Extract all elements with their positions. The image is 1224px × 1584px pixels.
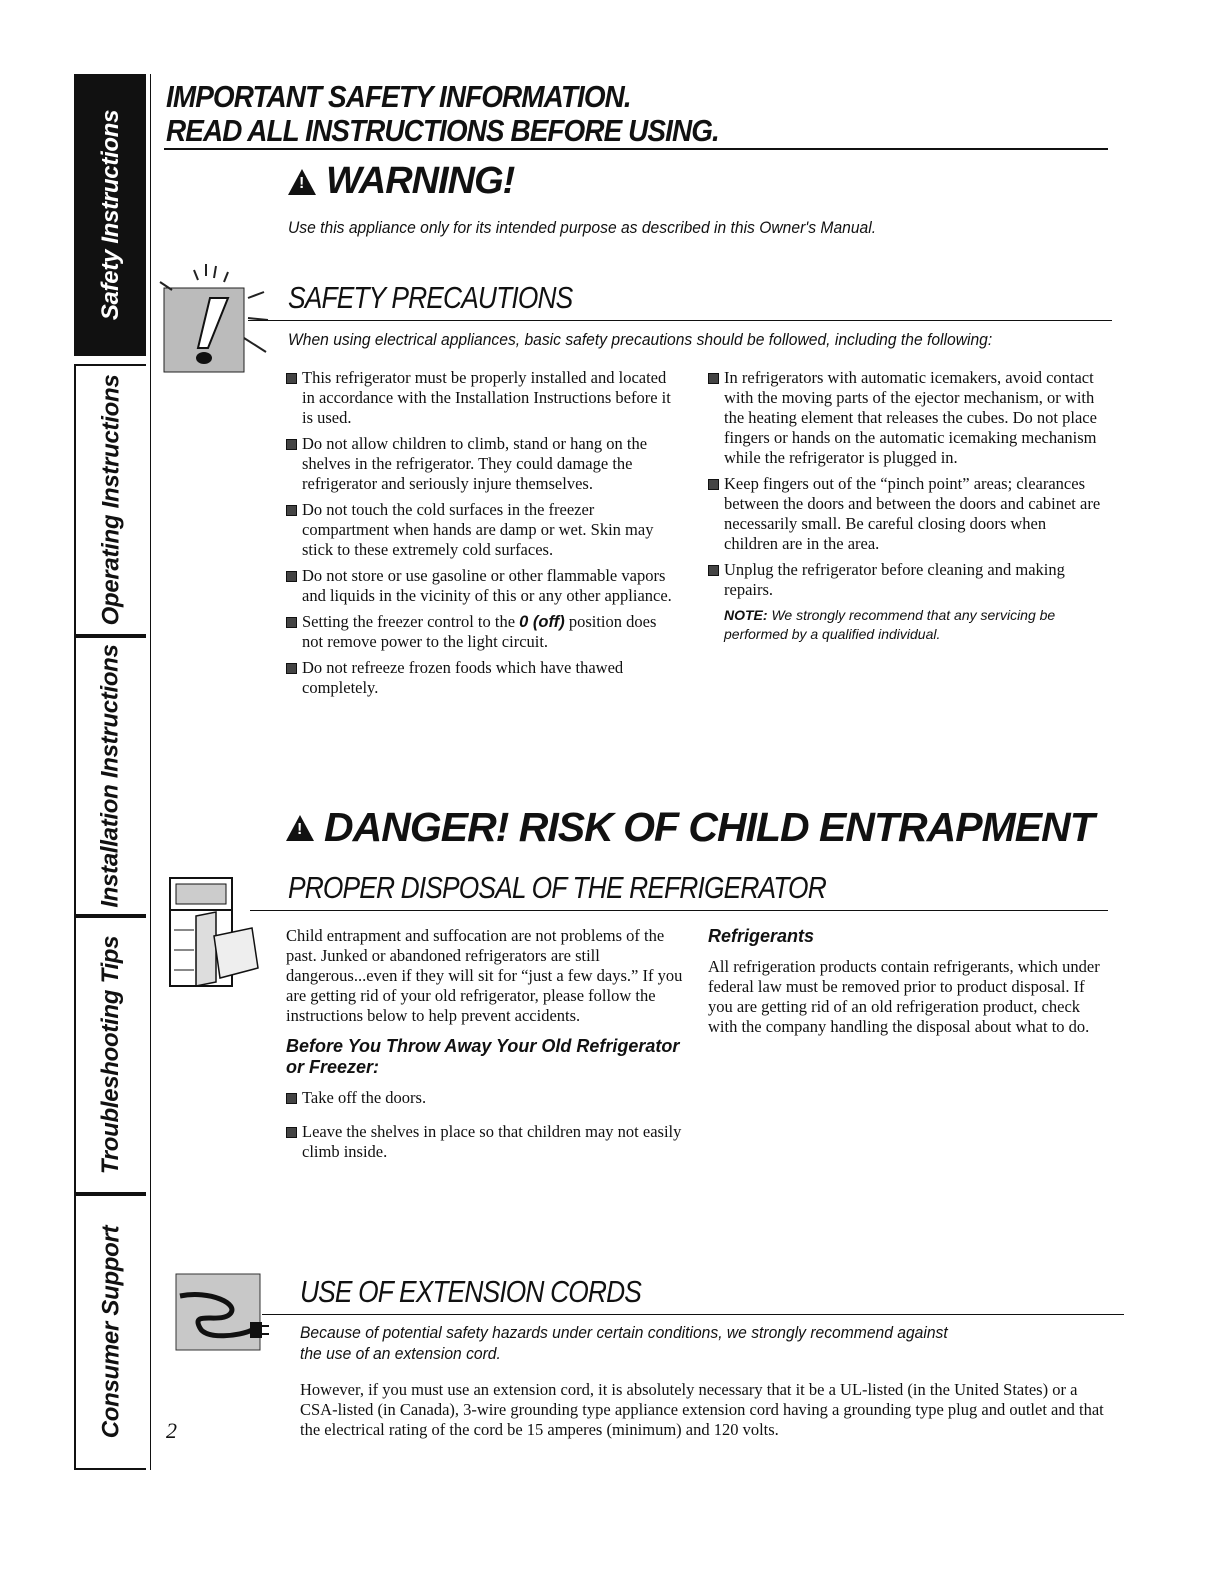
page-number: 2 — [166, 1418, 177, 1443]
bullet-square-icon — [286, 571, 297, 582]
disposal-right-column — [708, 926, 1104, 1037]
safety-right-column — [708, 368, 1104, 644]
disposal-intro: Child entrapment and suffocation are not problems of the past. Junked or abandoned refrigerators are still dangerous...even if they will sit for “just a few days.” If you are getting rid of your old refrigerator, please follow the instructions below to help prevent accidents. — [286, 926, 683, 1025]
section-tabs — [74, 74, 152, 1470]
list-item: Unplug the refrigerator before cleaning and making repairs. — [708, 560, 1104, 600]
safety-left-column — [286, 368, 678, 704]
warning-subtitle: Use this appliance only for its intended purpose as described in this Owner's Manual. — [288, 218, 877, 237]
danger-triangle-icon — [286, 815, 314, 841]
before-throw-away-subhead: Before You Throw Away Your Old Refrigerator or Freezer: — [286, 1036, 680, 1077]
list-item: Do not touch the cold surfaces in the freezer compartment when hands are damp or wet. Skin may stick to these extremely cold surfaces. — [286, 500, 678, 560]
danger-heading: ! DANGER! RISK OF CHILD ENTRAPMENT — [286, 804, 1094, 851]
bullet-square-icon — [286, 1093, 297, 1104]
tab-consumer-support[interactable]: Consumer Support — [74, 1194, 146, 1470]
disposal-rule — [250, 910, 1108, 911]
extension-rule — [262, 1314, 1124, 1315]
bullet-square-icon — [708, 373, 719, 384]
extension-intro: Because of potential safety hazards under certain conditions, we strongly recommend against the use of an extension cord. — [300, 1323, 948, 1363]
refrigerator-icon — [166, 874, 266, 992]
tab-installation-instructions[interactable]: Installation Instructions — [74, 636, 146, 916]
list-item: In refrigerators with automatic icemakers, avoid contact with the moving parts of the ejector mechanism, or with the heating element that releases the cubes. Do not place fingers or hands on the automatic icemaking mechanism while the refrigerator is plugged in. — [708, 368, 1104, 468]
servicing-note: NOTE: We strongly recommend that any servicing be performed by a qualified individual. — [724, 607, 1056, 642]
bullet-square-icon — [286, 439, 297, 450]
warning-heading: ! WARNING! — [288, 160, 514, 203]
tab-safety-instructions[interactable]: Safety Instructions — [74, 74, 146, 356]
tab-operating-instructions[interactable]: Operating Instructions — [74, 364, 146, 636]
page-title-line-1: IMPORTANT SAFETY INFORMATION. — [166, 79, 631, 114]
list-item: Keep fingers out of the “pinch point” areas; clearances between the doors and between the doors and cabinet are necessarily small. Be careful closing doors when children are in the area. — [708, 474, 1104, 554]
list-item: Setting the freezer control to the 0 (off) position does not remove power to the light circuit. — [286, 612, 678, 652]
extension-body: However, if you must use an extension cord, it is absolutely necessary that it be a UL-listed (in the United States) or a CSA-listed (in Canada), 3-wire grounding type appliance extension cord having a grounding type plug and outlet and that the electrical rating of the cord be 15 amperes (minimum) and 120 volts. — [300, 1380, 1104, 1439]
refrigerants-subhead: Refrigerants — [708, 926, 815, 946]
list-item: Take off the doors. — [286, 1088, 690, 1108]
tab-troubleshooting-tips[interactable]: Troubleshooting Tips — [74, 916, 146, 1194]
exclamation-alert-icon — [148, 258, 278, 378]
bullet-square-icon — [286, 373, 297, 384]
disposal-left-column — [286, 926, 690, 1168]
bullet-square-icon — [286, 617, 297, 628]
bullet-square-icon — [286, 1127, 297, 1138]
safety-rule — [248, 320, 1112, 321]
warning-triangle-icon — [288, 169, 316, 195]
bullet-square-icon — [708, 479, 719, 490]
list-item: Do not allow children to climb, stand or hang on the shelves in the refrigerator. They could damage the refrigerator and seriously injure themselves. — [286, 434, 678, 494]
list-item: Leave the shelves in place so that children may not easily climb inside. — [286, 1122, 690, 1162]
page-title — [166, 80, 1106, 148]
extension-cords-title: USE OF EXTENSION CORDS — [300, 1274, 641, 1309]
bullet-square-icon — [286, 505, 297, 516]
off-position-label: 0 (off) — [519, 613, 565, 631]
list-item: This refrigerator must be properly installed and located in accordance with the Installation Instructions before it is used. — [286, 368, 678, 428]
page-title-line-2: READ ALL INSTRUCTIONS BEFORE USING. — [166, 113, 719, 148]
proper-disposal-title: PROPER DISPOSAL OF THE REFRIGERATOR — [288, 870, 826, 905]
refrigerants-text: All refrigeration products contain refrigerants, which under federal law must be removed prior to product disposal. If you are getting rid of an old refrigeration product, check with the company handling the disposal about what to do. — [708, 957, 1100, 1036]
bullet-square-icon — [286, 663, 297, 674]
safety-intro: When using electrical appliances, basic safety precautions should be followed, including the following: — [288, 330, 993, 349]
list-item: Do not store or use gasoline or other flammable vapors and liquids in the vicinity of this or any other appliance. — [286, 566, 678, 606]
bullet-square-icon — [708, 565, 719, 576]
header-rule — [164, 148, 1108, 150]
list-item: Do not refreeze frozen foods which have thawed completely. — [286, 658, 678, 698]
plug-icon — [170, 1270, 270, 1354]
safety-precautions-title: SAFETY PRECAUTIONS — [288, 280, 573, 315]
